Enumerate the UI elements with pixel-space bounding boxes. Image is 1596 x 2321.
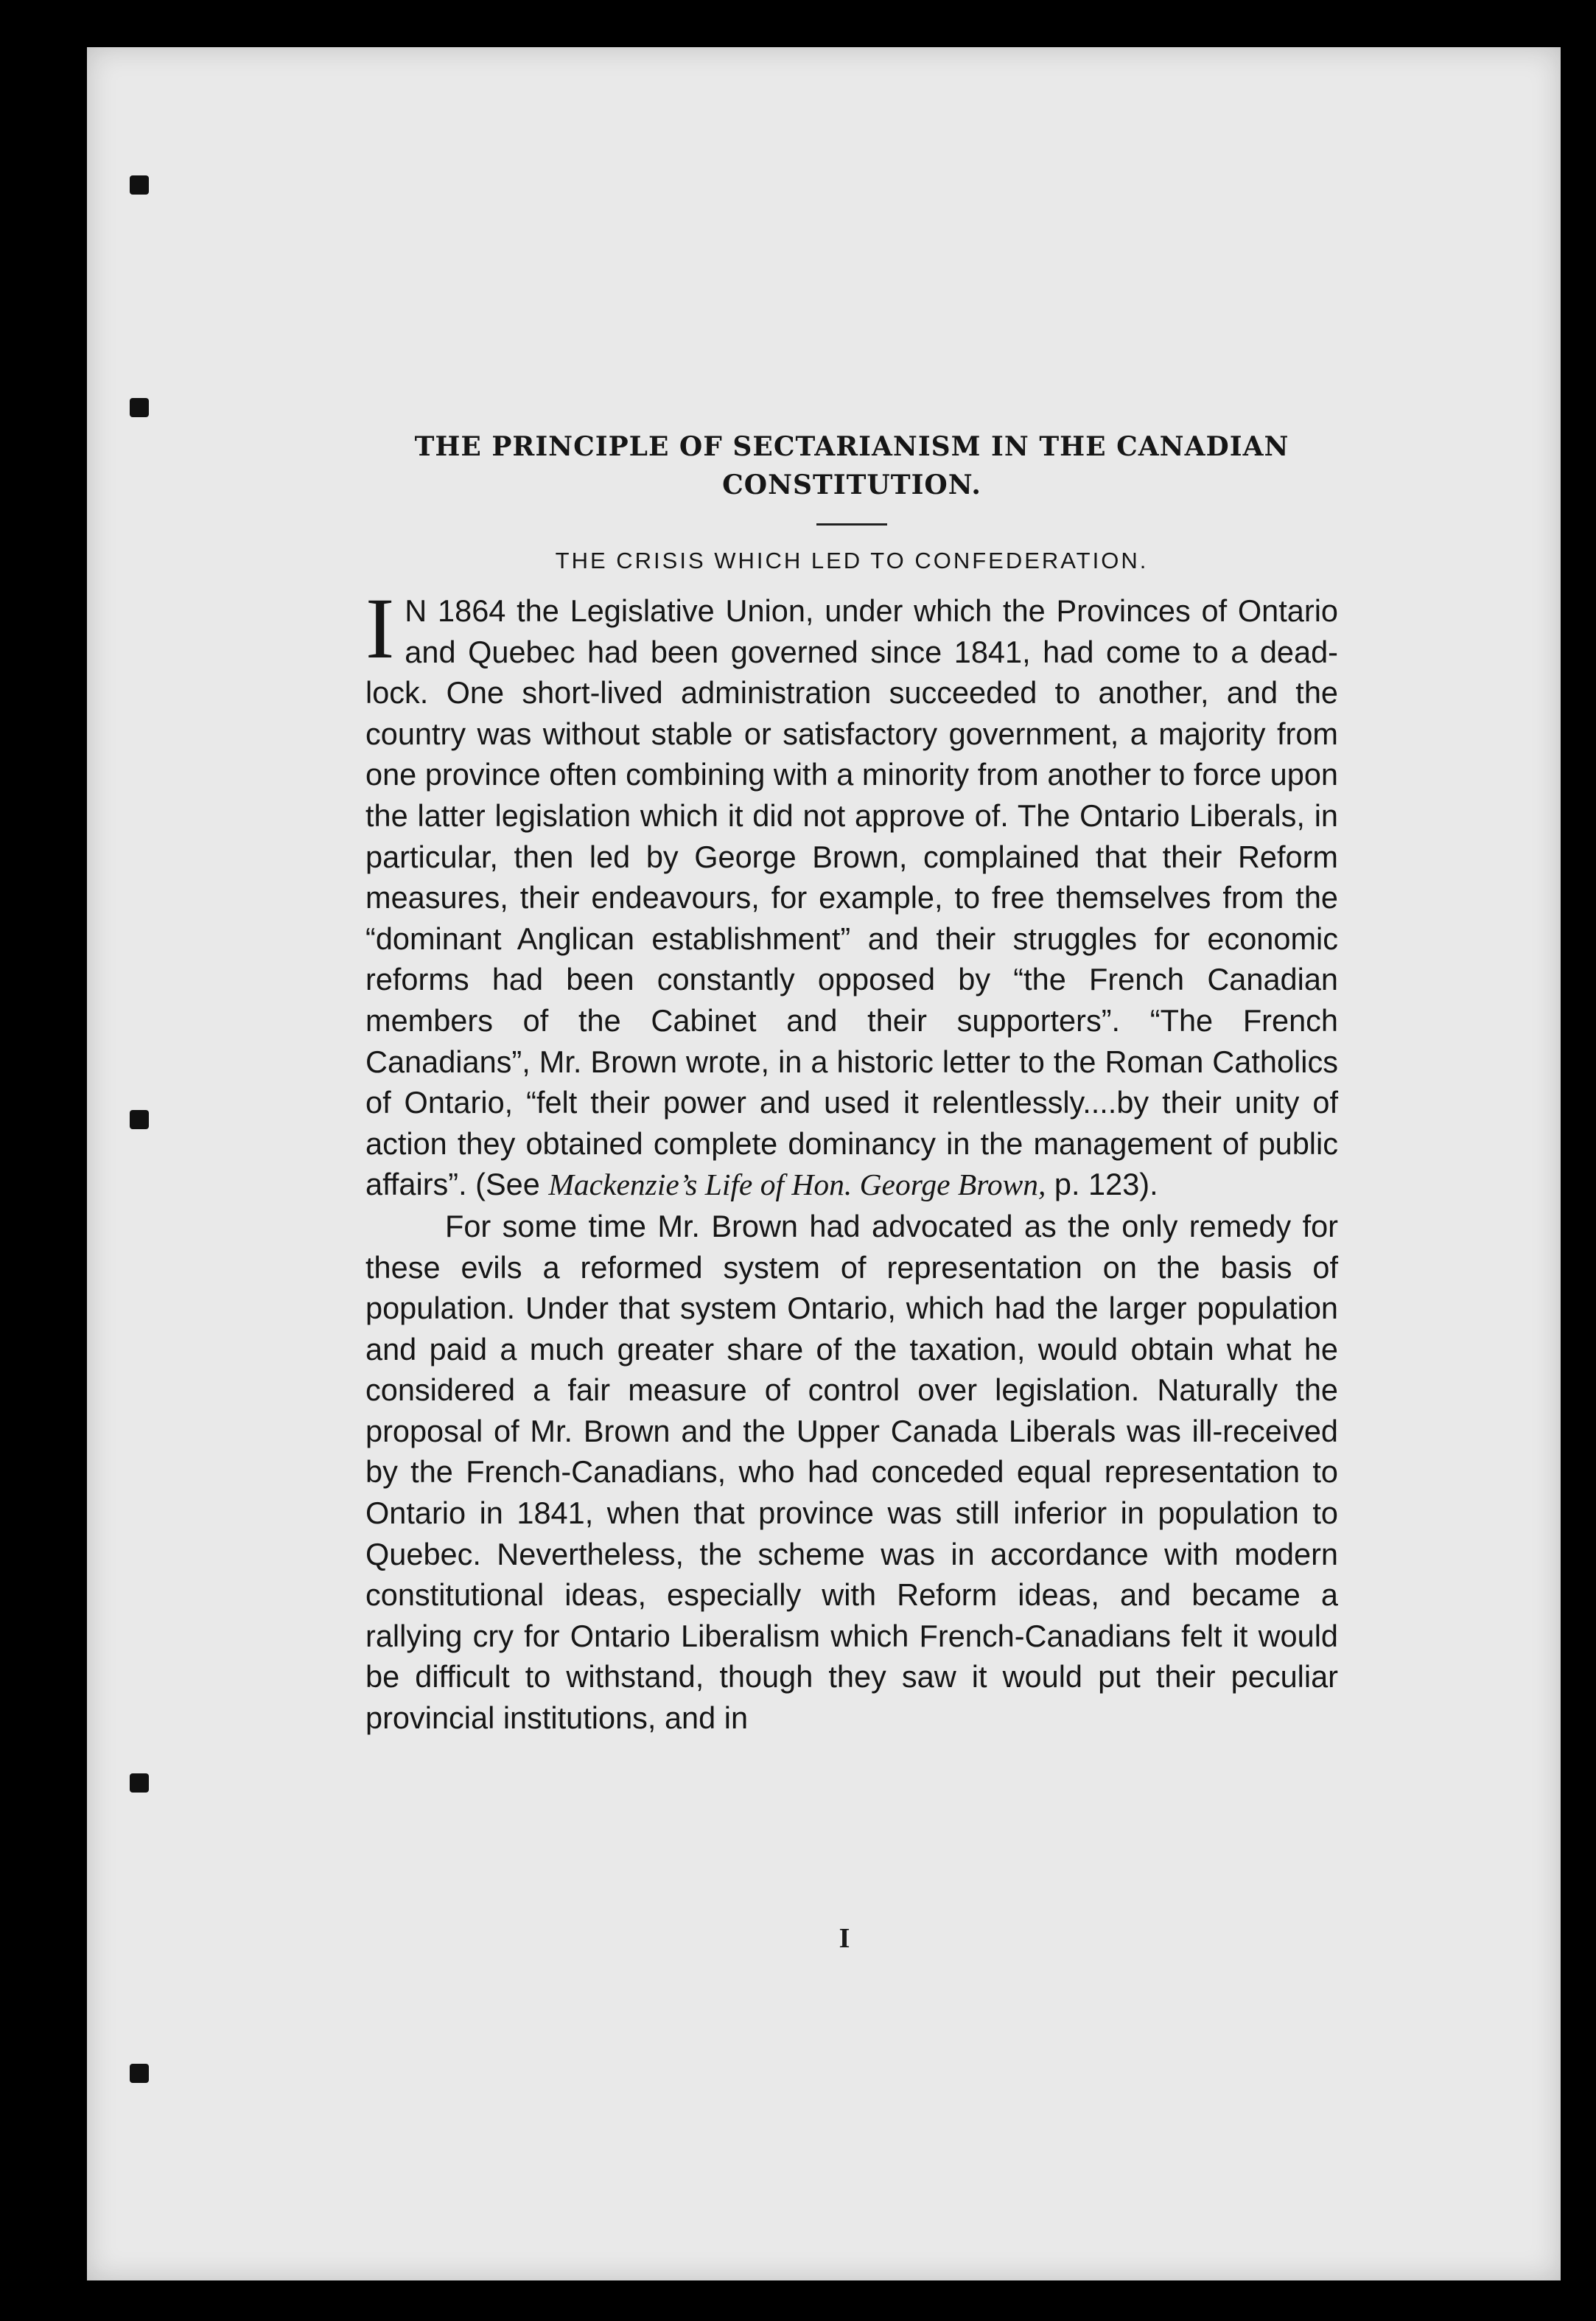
page-body: [365, 427, 1338, 1739]
paragraph-1-text: N 1864 the Legislative Union, under which the Provinces of Ontario and Quebec had been governed since 1841, had come to a dead-lock. One short-lived administration succeeded to another, and the country was without stable or satisfactory government, a majority from one province often combining with a minority from another to force upon the latter legislation which it did not approve of. The Ontario Liberals, in particular, then led by George Brown, complained that their Reform measures, their endeavours, for example, to free themselves from the “dominant Anglican establishment” and their struggles for economic reforms had been constantly opposed by “the French Canadian members of the Cabinet and their supporters”. “The French Canadians”, Mr. Brown wrote, in a historic letter to the Roman Catholics of Ontario, “felt their power and used it relentlessly....by their unity of action they obtained complete dominancy in the management of public affairs”. (See: [365, 593, 1338, 1202]
binding-mark: [130, 398, 149, 417]
binding-mark: [130, 1110, 149, 1129]
title-line-2: CONSTITUTION.: [722, 470, 981, 500]
paragraph-1: [365, 580, 1338, 1206]
citation-title: Mackenzie’s Life of Hon. George Brown,: [548, 1168, 1046, 1202]
drop-cap: I: [365, 580, 395, 677]
binding-mark: [130, 175, 149, 195]
paragraph-2: For some time Mr. Brown had advocated as the only remedy for these evils a reformed system of representation on the basis of population. Under that system Ontario, which had the larger population and paid a much greater share of the taxation, would obtain what he considered a fair measure of control over legislation. Naturally the proposal of Mr. Brown and the Upper Canada Liberals was ill-received by the French-Canadians, who had conceded equal representation to Ontario in 1841, when that province was still inferior in population to Quebec. Nevertheless, the scheme was in accordance with modern constitutional ideas, especially with Reform ideas, and became a rallying cry for Ontario Liberalism which French-Canadians felt it would be difficult to withstand, though they saw it would put their peculiar provincial institutions, and in: [365, 1208, 1338, 1736]
binding-mark: [130, 1773, 149, 1793]
title-rule: [816, 523, 887, 526]
page-number: I: [839, 1923, 850, 1954]
section-heading: THE CRISIS WHICH LED TO CONFEDERATION.: [555, 548, 1149, 573]
citation-page: p. 123).: [1054, 1167, 1158, 1202]
binding-mark: [130, 2064, 149, 2083]
title-line-1: THE PRINCIPLE OF SECTARIANISM IN THE CANADIAN: [414, 431, 1289, 462]
document-title: [365, 427, 1338, 504]
